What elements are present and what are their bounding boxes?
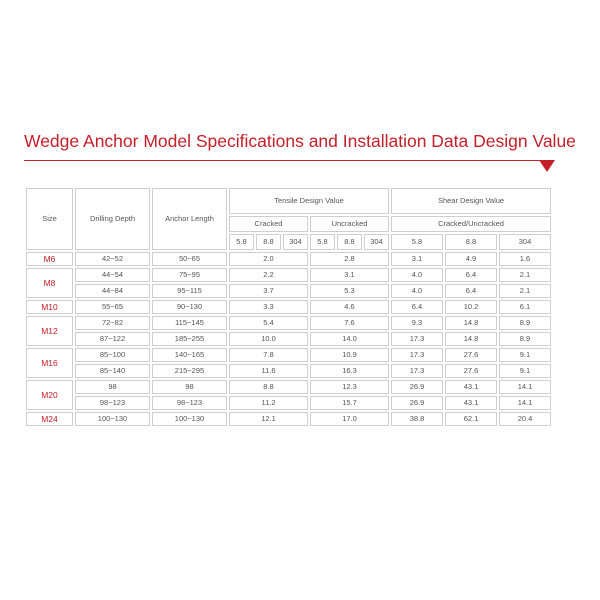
size-cell: M16: [26, 348, 73, 378]
drilling-depth-cell: 42~52: [75, 252, 150, 266]
shear-88-cell: 14.8: [445, 316, 497, 330]
title-underline: [24, 160, 544, 161]
table-row: [26, 348, 551, 362]
anchor-length-cell: 98~123: [152, 396, 227, 410]
shear-88-cell: 27.6: [445, 348, 497, 362]
tensile-cracked-cell: 3.3: [229, 300, 308, 314]
shear-304-cell: 2.1: [499, 268, 551, 282]
shear-88-cell: 14.8: [445, 332, 497, 346]
grade-header: 8.8: [445, 234, 497, 250]
drilling-depth-cell: 100~130: [75, 412, 150, 426]
spec-table: [24, 186, 553, 428]
drilling-depth-cell: 44~84: [75, 284, 150, 298]
anchor-length-cell: 95~115: [152, 284, 227, 298]
tensile-uncracked-cell: 14.0: [310, 332, 389, 346]
table-row: [26, 332, 551, 346]
shear-304-cell: 8.9: [499, 316, 551, 330]
shear-58-cell: 26.9: [391, 396, 443, 410]
shear-88-cell: 4.9: [445, 252, 497, 266]
size-cell: M8: [26, 268, 73, 298]
table-row: [26, 364, 551, 378]
shear-58-cell: 17.3: [391, 348, 443, 362]
shear-88-cell: 27.6: [445, 364, 497, 378]
table-row: [26, 396, 551, 410]
size-cell: M24: [26, 412, 73, 426]
table-row: [26, 316, 551, 330]
shear-304-cell: 6.1: [499, 300, 551, 314]
shear-58-cell: 26.9: [391, 380, 443, 394]
anchor-length-cell: 98: [152, 380, 227, 394]
tensile-cracked-cell: 3.7: [229, 284, 308, 298]
drilling-depth-cell: 85~100: [75, 348, 150, 362]
header-drilling-depth: Drilling Depth: [75, 188, 150, 250]
tensile-cracked-cell: 8.8: [229, 380, 308, 394]
drilling-depth-cell: 72~82: [75, 316, 150, 330]
tensile-cracked-cell: 11.6: [229, 364, 308, 378]
shear-58-cell: 17.3: [391, 332, 443, 346]
anchor-length-cell: 215~295: [152, 364, 227, 378]
drilling-depth-cell: 44~54: [75, 268, 150, 282]
shear-304-cell: 8.9: [499, 332, 551, 346]
header-anchor-length: Anchor Length: [152, 188, 227, 250]
tensile-cracked-cell: 7.8: [229, 348, 308, 362]
tensile-uncracked-cell: 12.3: [310, 380, 389, 394]
header-cracked-uncracked: Cracked/Uncracked: [391, 216, 551, 232]
tensile-uncracked-cell: 17.0: [310, 412, 389, 426]
shear-304-cell: 14.1: [499, 380, 551, 394]
table-row: [26, 252, 551, 266]
shear-88-cell: 43.1: [445, 396, 497, 410]
shear-304-cell: 9.1: [499, 348, 551, 362]
shear-58-cell: 9.3: [391, 316, 443, 330]
drilling-depth-cell: 98: [75, 380, 150, 394]
tensile-uncracked-cell: 3.1: [310, 268, 389, 282]
shear-58-cell: 4.0: [391, 284, 443, 298]
tensile-uncracked-cell: 2.8: [310, 252, 389, 266]
tensile-cracked-cell: 5.4: [229, 316, 308, 330]
drilling-depth-cell: 55~65: [75, 300, 150, 314]
table-row: [26, 412, 551, 426]
tensile-uncracked-cell: 10.9: [310, 348, 389, 362]
grade-header: 304: [283, 234, 308, 250]
shear-88-cell: 43.1: [445, 380, 497, 394]
table-row: [26, 380, 551, 394]
anchor-length-cell: 185~255: [152, 332, 227, 346]
size-cell: M10: [26, 300, 73, 314]
header-uncracked: Uncracked: [310, 216, 389, 232]
shear-304-cell: 20.4: [499, 412, 551, 426]
shear-58-cell: 3.1: [391, 252, 443, 266]
shear-88-cell: 10.2: [445, 300, 497, 314]
grade-header: 5.8: [229, 234, 254, 250]
shear-88-cell: 6.4: [445, 284, 497, 298]
header-size: Size: [26, 188, 73, 250]
anchor-length-cell: 50~65: [152, 252, 227, 266]
table-row: [26, 268, 551, 282]
grade-header: 8.8: [337, 234, 362, 250]
anchor-length-cell: 100~130: [152, 412, 227, 426]
tensile-uncracked-cell: 16.3: [310, 364, 389, 378]
shear-58-cell: 6.4: [391, 300, 443, 314]
shear-88-cell: 62.1: [445, 412, 497, 426]
shear-58-cell: 38.8: [391, 412, 443, 426]
drilling-depth-cell: 87~122: [75, 332, 150, 346]
grade-header: 5.8: [310, 234, 335, 250]
shear-304-cell: 1.6: [499, 252, 551, 266]
shear-88-cell: 6.4: [445, 268, 497, 282]
anchor-length-cell: 90~130: [152, 300, 227, 314]
anchor-length-cell: 115~145: [152, 316, 227, 330]
grade-header: 8.8: [256, 234, 281, 250]
page-title: Wedge Anchor Model Specifications and Installation Data Design Value: [24, 131, 576, 151]
tensile-uncracked-cell: 15.7: [310, 396, 389, 410]
grade-header: 5.8: [391, 234, 443, 250]
grade-header: 304: [499, 234, 551, 250]
tensile-cracked-cell: 11.2: [229, 396, 308, 410]
tensile-cracked-cell: 10.0: [229, 332, 308, 346]
tensile-cracked-cell: 12.1: [229, 412, 308, 426]
drilling-depth-cell: 85~140: [75, 364, 150, 378]
grade-header: 304: [364, 234, 389, 250]
size-cell: M20: [26, 380, 73, 410]
shear-304-cell: 14.1: [499, 396, 551, 410]
header-tensile: Tensile Design Value: [229, 188, 389, 214]
anchor-length-cell: 140~165: [152, 348, 227, 362]
anchor-length-cell: 75~95: [152, 268, 227, 282]
header-cracked: Cracked: [229, 216, 308, 232]
shear-304-cell: 2.1: [499, 284, 551, 298]
table-row: [26, 300, 551, 314]
shear-304-cell: 9.1: [499, 364, 551, 378]
tensile-uncracked-cell: 7.6: [310, 316, 389, 330]
drilling-depth-cell: 98~123: [75, 396, 150, 410]
header-shear: Shear Design Value: [391, 188, 551, 214]
tensile-cracked-cell: 2.2: [229, 268, 308, 282]
tensile-cracked-cell: 2.0: [229, 252, 308, 266]
size-cell: M6: [26, 252, 73, 266]
shear-58-cell: 17.3: [391, 364, 443, 378]
tensile-uncracked-cell: 5.3: [310, 284, 389, 298]
title-marker-triangle: [539, 160, 555, 172]
tensile-uncracked-cell: 4.6: [310, 300, 389, 314]
table-row: [26, 284, 551, 298]
shear-58-cell: 4.0: [391, 268, 443, 282]
size-cell: M12: [26, 316, 73, 346]
